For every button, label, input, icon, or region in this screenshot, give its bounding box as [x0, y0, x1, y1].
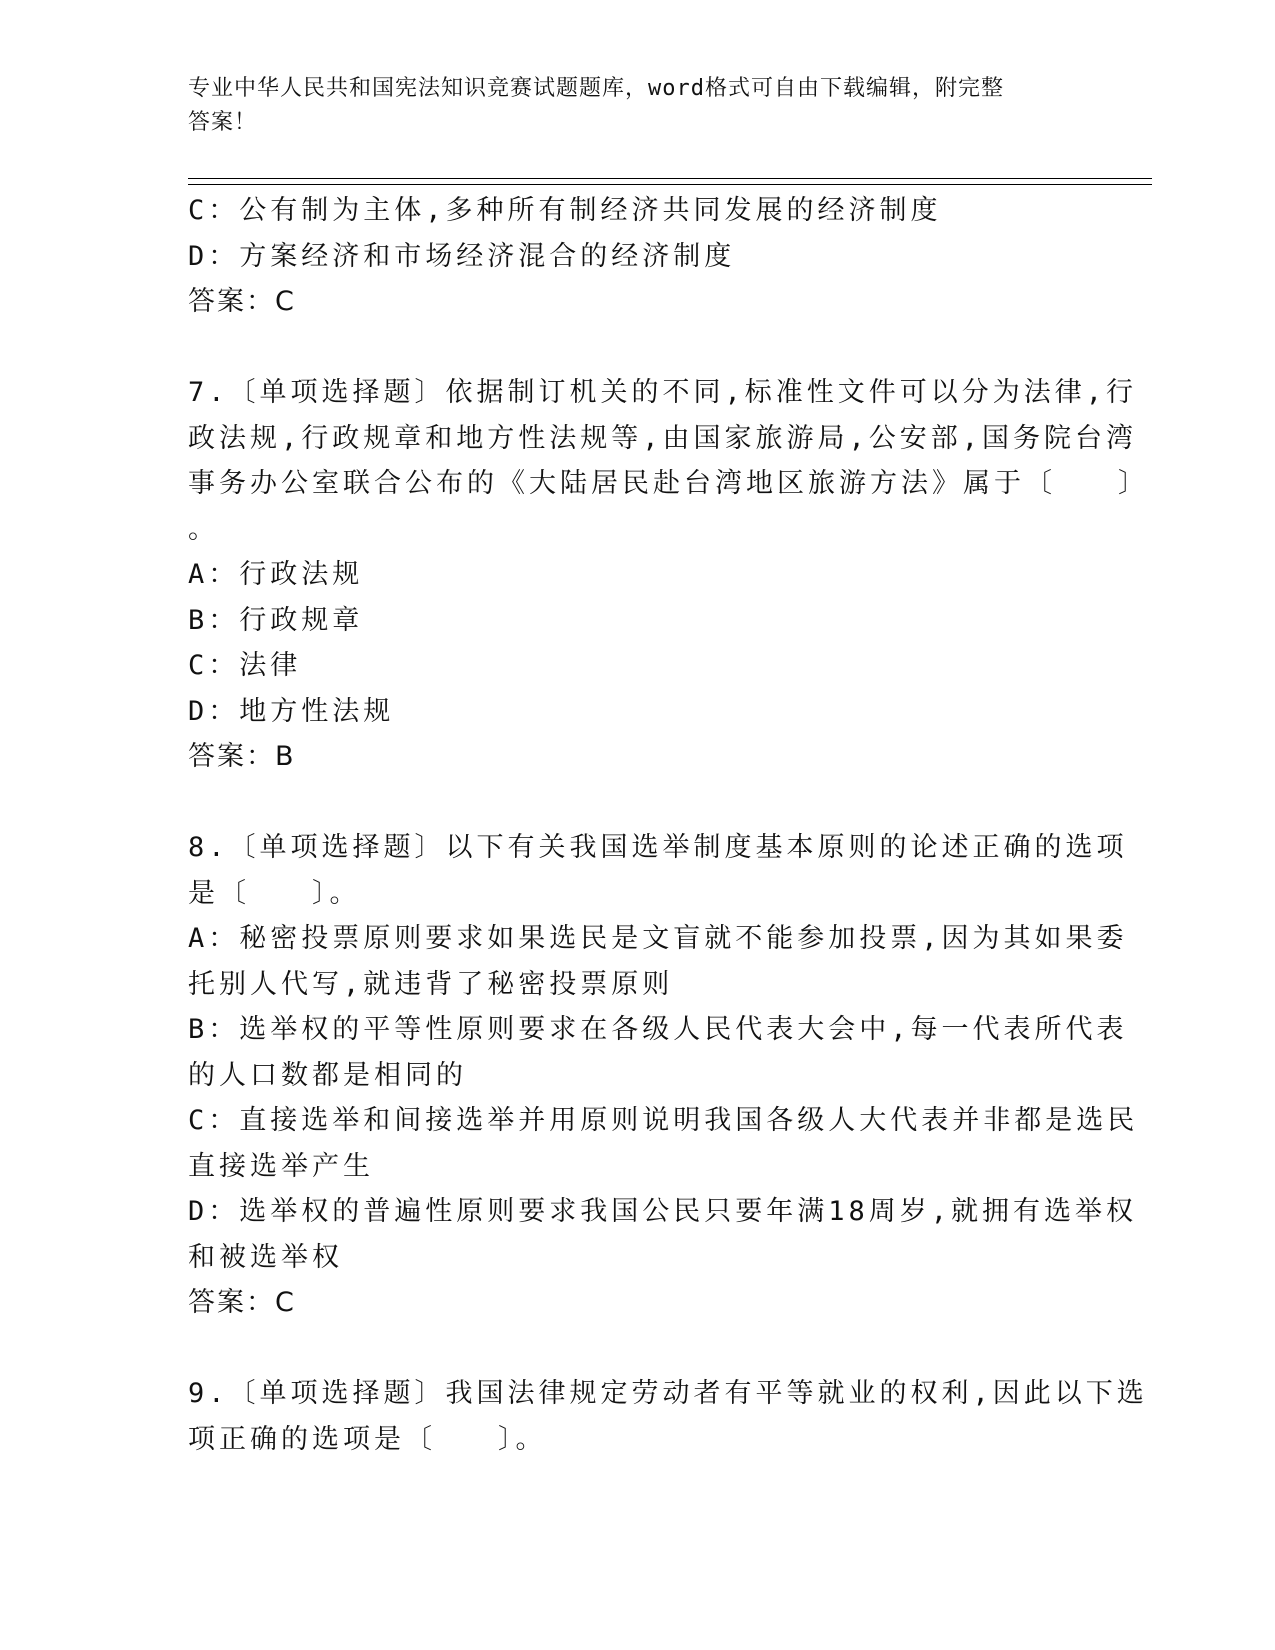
question-8 — [188, 825, 1139, 1326]
answer: 答案：B — [188, 741, 296, 772]
option-d-cont: 和被选举权 — [188, 1241, 343, 1273]
spacer — [188, 1326, 1088, 1372]
option-a-cont: 托别人代写,就违背了秘密投票原则 — [188, 968, 674, 1000]
spacer — [188, 325, 1088, 371]
spacer — [188, 780, 1088, 826]
question-stem: 政法规,行政规章和地方性法规等,由国家旅游局,公安部,国务院台湾 — [188, 422, 1138, 454]
question-stem: 是〔 〕。 — [188, 877, 361, 909]
question-7 — [188, 370, 1149, 780]
option-c: C：直接选举和间接选举并用原则说明我国各级人大代表并非都是选民 — [188, 1105, 1139, 1136]
answer: 答案：C — [188, 1287, 296, 1318]
option-c: C：法律 — [188, 650, 302, 681]
option-a: A：行政法规 — [188, 559, 364, 590]
header-divider-top — [188, 178, 1152, 179]
question-stem: 项正确的选项是〔 〕。 — [188, 1423, 547, 1455]
option-a: A：秘密投票原则要求如果选民是文盲就不能参加投票,因为其如果委 — [188, 923, 1128, 954]
header-divider-bottom — [188, 184, 1152, 185]
question-stem: 9.〔单项选择题〕我国法律规定劳动者有平等就业的权利,因此以下选 — [188, 1378, 1148, 1409]
option-b: B：选举权的平等性原则要求在各级人民代表大会中,每一代表所代表 — [188, 1014, 1128, 1045]
question-content — [188, 188, 1149, 1462]
option-b-cont: 的人口数都是相同的 — [188, 1059, 467, 1091]
option-d: D：方案经济和市场经济混合的经济制度 — [188, 240, 736, 272]
question-stem: 7.〔单项选择题〕依据制订机关的不同,标准性文件可以分为法律,行 — [188, 377, 1138, 408]
option-c-cont: 直接选举产生 — [188, 1150, 374, 1182]
question-stem: 事务办公室联合公布的《大陆居民赴台湾地区旅游方法》属于〔 〕 — [188, 468, 1149, 499]
question-stem: 。 — [188, 513, 219, 545]
prev-question-tail — [188, 188, 1088, 325]
header-line-2: 答案！ — [188, 110, 258, 135]
option-d: D：选举权的普遍性原则要求我国公民只要年满18周岁,就拥有选举权 — [188, 1196, 1138, 1227]
question-9 — [188, 1371, 1148, 1462]
answer: 答案：C — [188, 286, 296, 317]
page-header — [188, 72, 1068, 140]
header-line-1: 专业中华人民共和国宪法知识竞赛试题题库，word格式可自由下载编辑，附完整 — [188, 76, 1004, 101]
option-b: B：行政规章 — [188, 604, 364, 636]
option-c: C：公有制为主体,多种所有制经济共同发展的经济制度 — [188, 195, 942, 226]
option-d: D：地方性法规 — [188, 695, 395, 727]
question-stem: 8.〔单项选择题〕以下有关我国选举制度基本原则的论述正确的选项 — [188, 832, 1128, 863]
